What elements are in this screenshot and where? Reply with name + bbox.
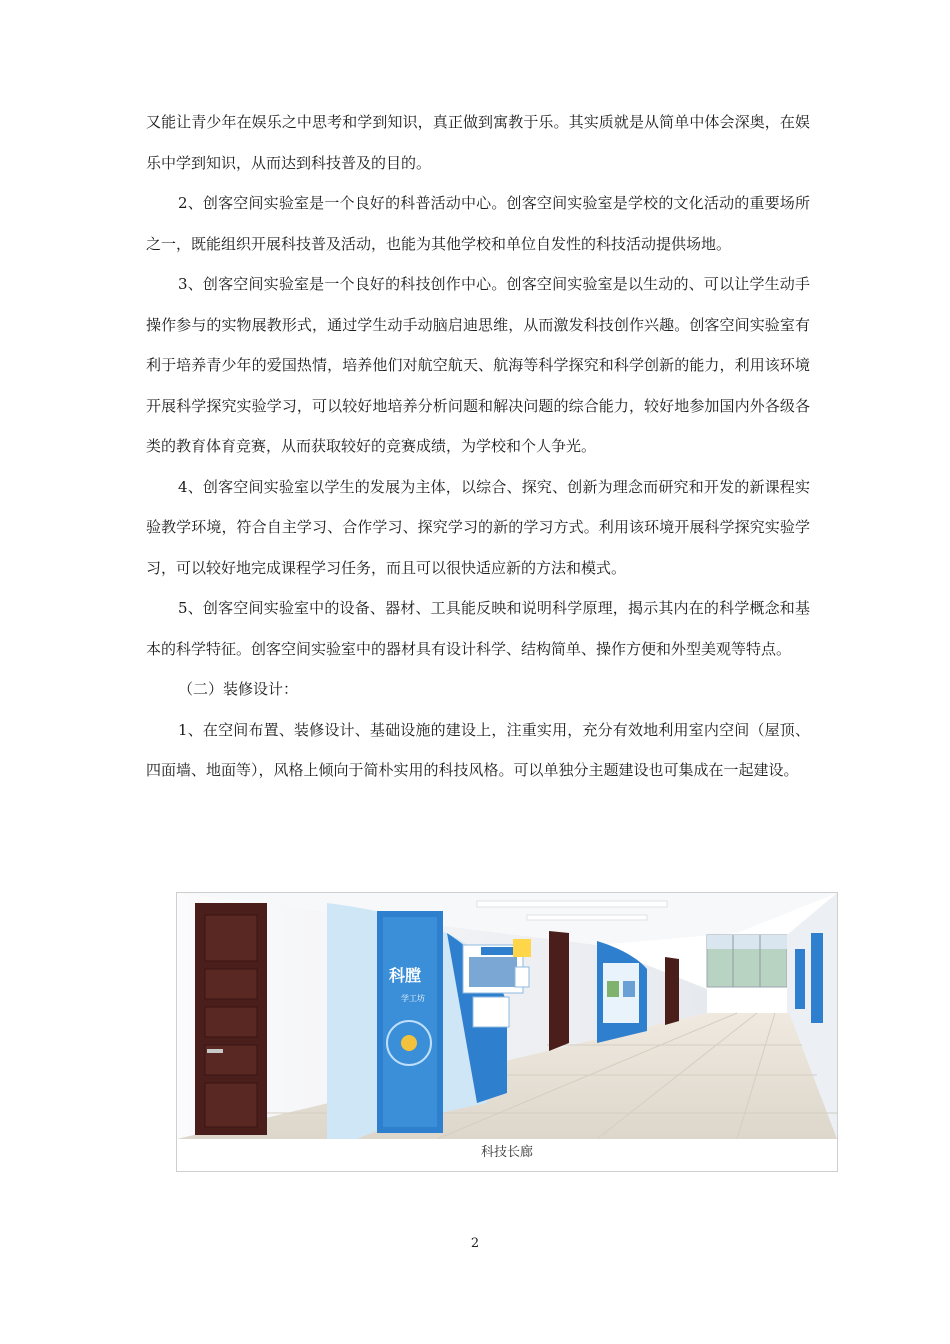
panel-title: 科膛 — [389, 966, 422, 985]
body-text — [146, 102, 810, 791]
paragraph-4: 4、创客空间实验室以学生的发展为主体，以综合、探究、创新为理念而研究和开发的新课程实验教学环境，符合自主学习、合作学习、探究学习的新的学习方式。利用该环境开展科学探究实验学习，可以较好地完成课程学习任务，而且可以很快适应新的方法和模式。 — [146, 477, 810, 577]
paragraph-3: 3、创客空间实验室是一个良好的科技创作中心。创客空间实验室是以生动的、可以让学生动手操作参与的实物展教形式，通过学生动手动脑启迪思维，从而激发科技创作兴趣。创客空间实验室有利于培养青少年的爱国热情，培养他们对航空航天、航海等科学探究和科学创新的能力，利用该环境开展科学探究实验学习，可以较好地培养分析问题和解决问题的综合能力，较好地参加国内外各级各类的教育体育竞赛，从而获取较好的竞赛成绩，为学校和个人争光。 — [146, 275, 810, 455]
page-number: 2 — [470, 1236, 480, 1251]
paragraph-5: 5、创客空间实验室中的设备、器材、工具能反映和说明科学原理，揭示其内在的科学概念和基本的科学特征。创客空间实验室中的器材具有设计科学、结构简单、操作方便和外型美观等特点。 — [146, 599, 810, 658]
figure-caption: 科技长廊 — [480, 1145, 533, 1160]
paragraph-2: 2、创客空间实验室是一个良好的科普活动中心。创客空间实验室是学校的文化活动的重要场所之一，既能组织开展科技普及活动，也能为其他学校和单位自发性的科技活动提供场地。 — [146, 194, 810, 253]
corridor-photo — [177, 893, 837, 1139]
section-heading: （二）装修设计： — [178, 680, 299, 698]
panel-subtitle: 学工坊 — [401, 994, 425, 1003]
paragraph-6: 1、在空间布置、装修设计、基础设施的建设上，注重实用，充分有效地利用室内空间（屋顶、四面墙、地面等），风格上倾向于简朴实用的科技风格。可以单独分主题建设也可集成在一起建设。 — [146, 720, 810, 779]
corridor-figure — [176, 892, 838, 1172]
paragraph-1: 又能让青少年在娱乐之中思考和学到知识，真正做到寓教于乐。其实质就是从简单中体会深奥，在娱乐中学到知识，从而达到科技普及的目的。 — [146, 113, 810, 172]
